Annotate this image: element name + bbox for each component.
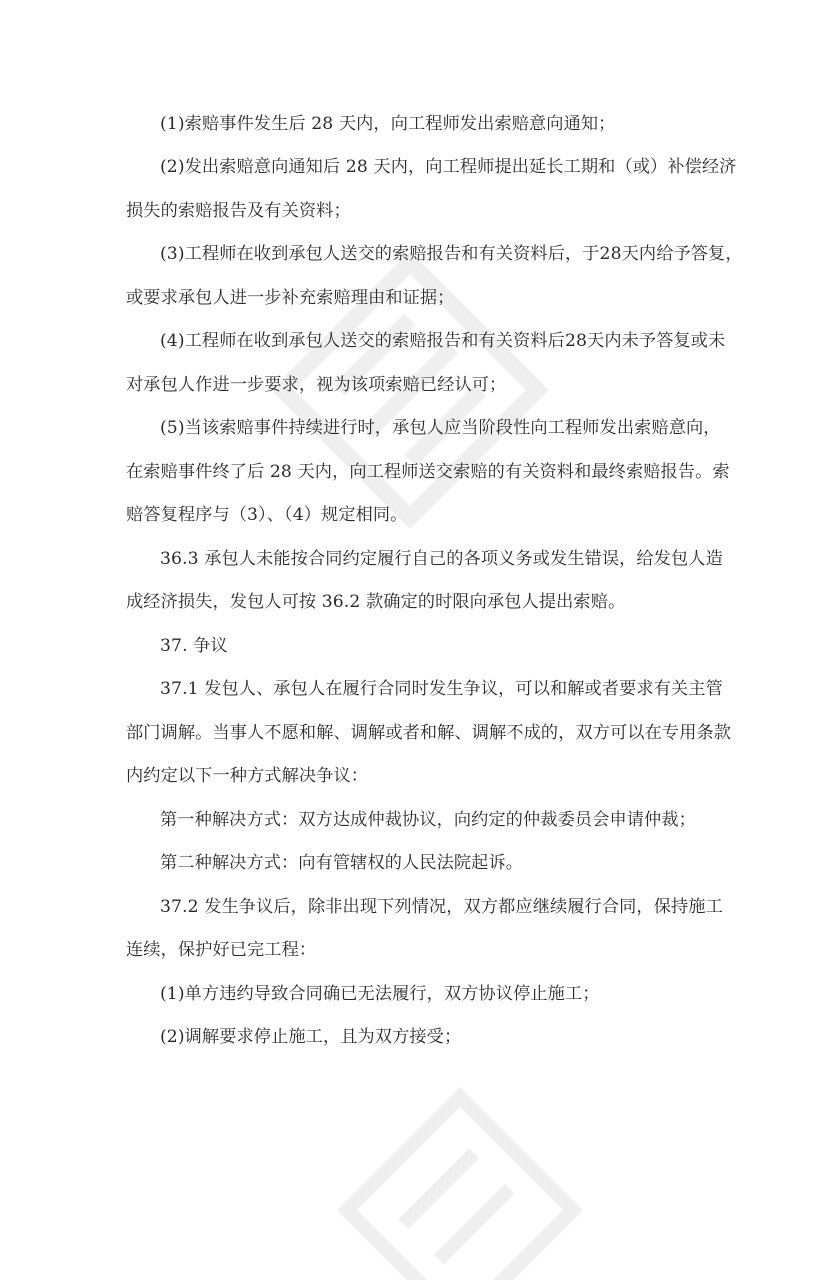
text-line: 成经济损失，发包人可按 36.2 款确定的时限向承包人提出索赔。 bbox=[126, 592, 626, 612]
text-line: 对承包人作进一步要求，视为该项索赔已经认可； bbox=[126, 375, 507, 395]
text-line: 或要求承包人进一步补充索赔理由和证据； bbox=[126, 288, 455, 308]
text-line: (5)当该索赔事件持续进行时，承包人应当阶段性向工程师发出索赔意向， bbox=[160, 418, 721, 438]
watermark-logo-icon-bottom bbox=[330, 1080, 590, 1280]
text-line: 37.1 发包人、承包人在履行合同时发生争议，可以和解或者要求有关主管 bbox=[160, 679, 723, 699]
text-line: (2)调解要求停止施工，且为双方接受； bbox=[160, 1027, 462, 1047]
text-line: 36.3 承包人未能按合同约定履行自己的各项义务或发生错误，给发包人造 bbox=[160, 549, 723, 569]
text-line: 损失的索赔报告及有关资料； bbox=[126, 201, 351, 221]
text-line: 37.2 发生争议后，除非出现下列情况，双方都应继续履行合同，保持施工 bbox=[160, 897, 723, 917]
text-line: 第一种解决方式：双方达成仲裁协议，向约定的仲裁委员会申请仲裁； bbox=[160, 810, 696, 830]
section-heading: 37. 争议 bbox=[160, 636, 228, 656]
text-line: 部门调解。当事人不愿和解、调解或者和解、调解不成的，双方可以在专用条款 bbox=[126, 723, 732, 743]
text-line: 在索赔事件终了后 28 天内，向工程师送交索赔的有关资料和最终索赔报告。索 bbox=[126, 462, 730, 482]
text-line: 赔答复程序与（3）、（4）规定相同。 bbox=[126, 505, 408, 525]
text-line: 第二种解决方式：向有管辖权的人民法院起诉。 bbox=[160, 853, 524, 873]
text-line: 连续，保护好已完工程： bbox=[126, 940, 317, 960]
text-line: (2)发出索赔意向通知后 28 天内，向工程师提出延长工期和（或）补偿经济 bbox=[160, 157, 737, 177]
text-line: (3)工程师在收到承包人送交的索赔报告和有关资料后，于28天内给予答复， bbox=[160, 244, 743, 264]
text-line: (4)工程师在收到承包人送交的索赔报告和有关资料后28天内未予答复或未 bbox=[160, 331, 726, 351]
text-line: (1)索赔事件发生后 28 天内，向工程师发出索赔意向通知； bbox=[160, 114, 616, 134]
text-line: 内约定以下一种方式解决争议： bbox=[126, 766, 369, 786]
text-line: (1)单方违约导致合同确已无法履行，双方协议停止施工； bbox=[160, 984, 600, 1004]
